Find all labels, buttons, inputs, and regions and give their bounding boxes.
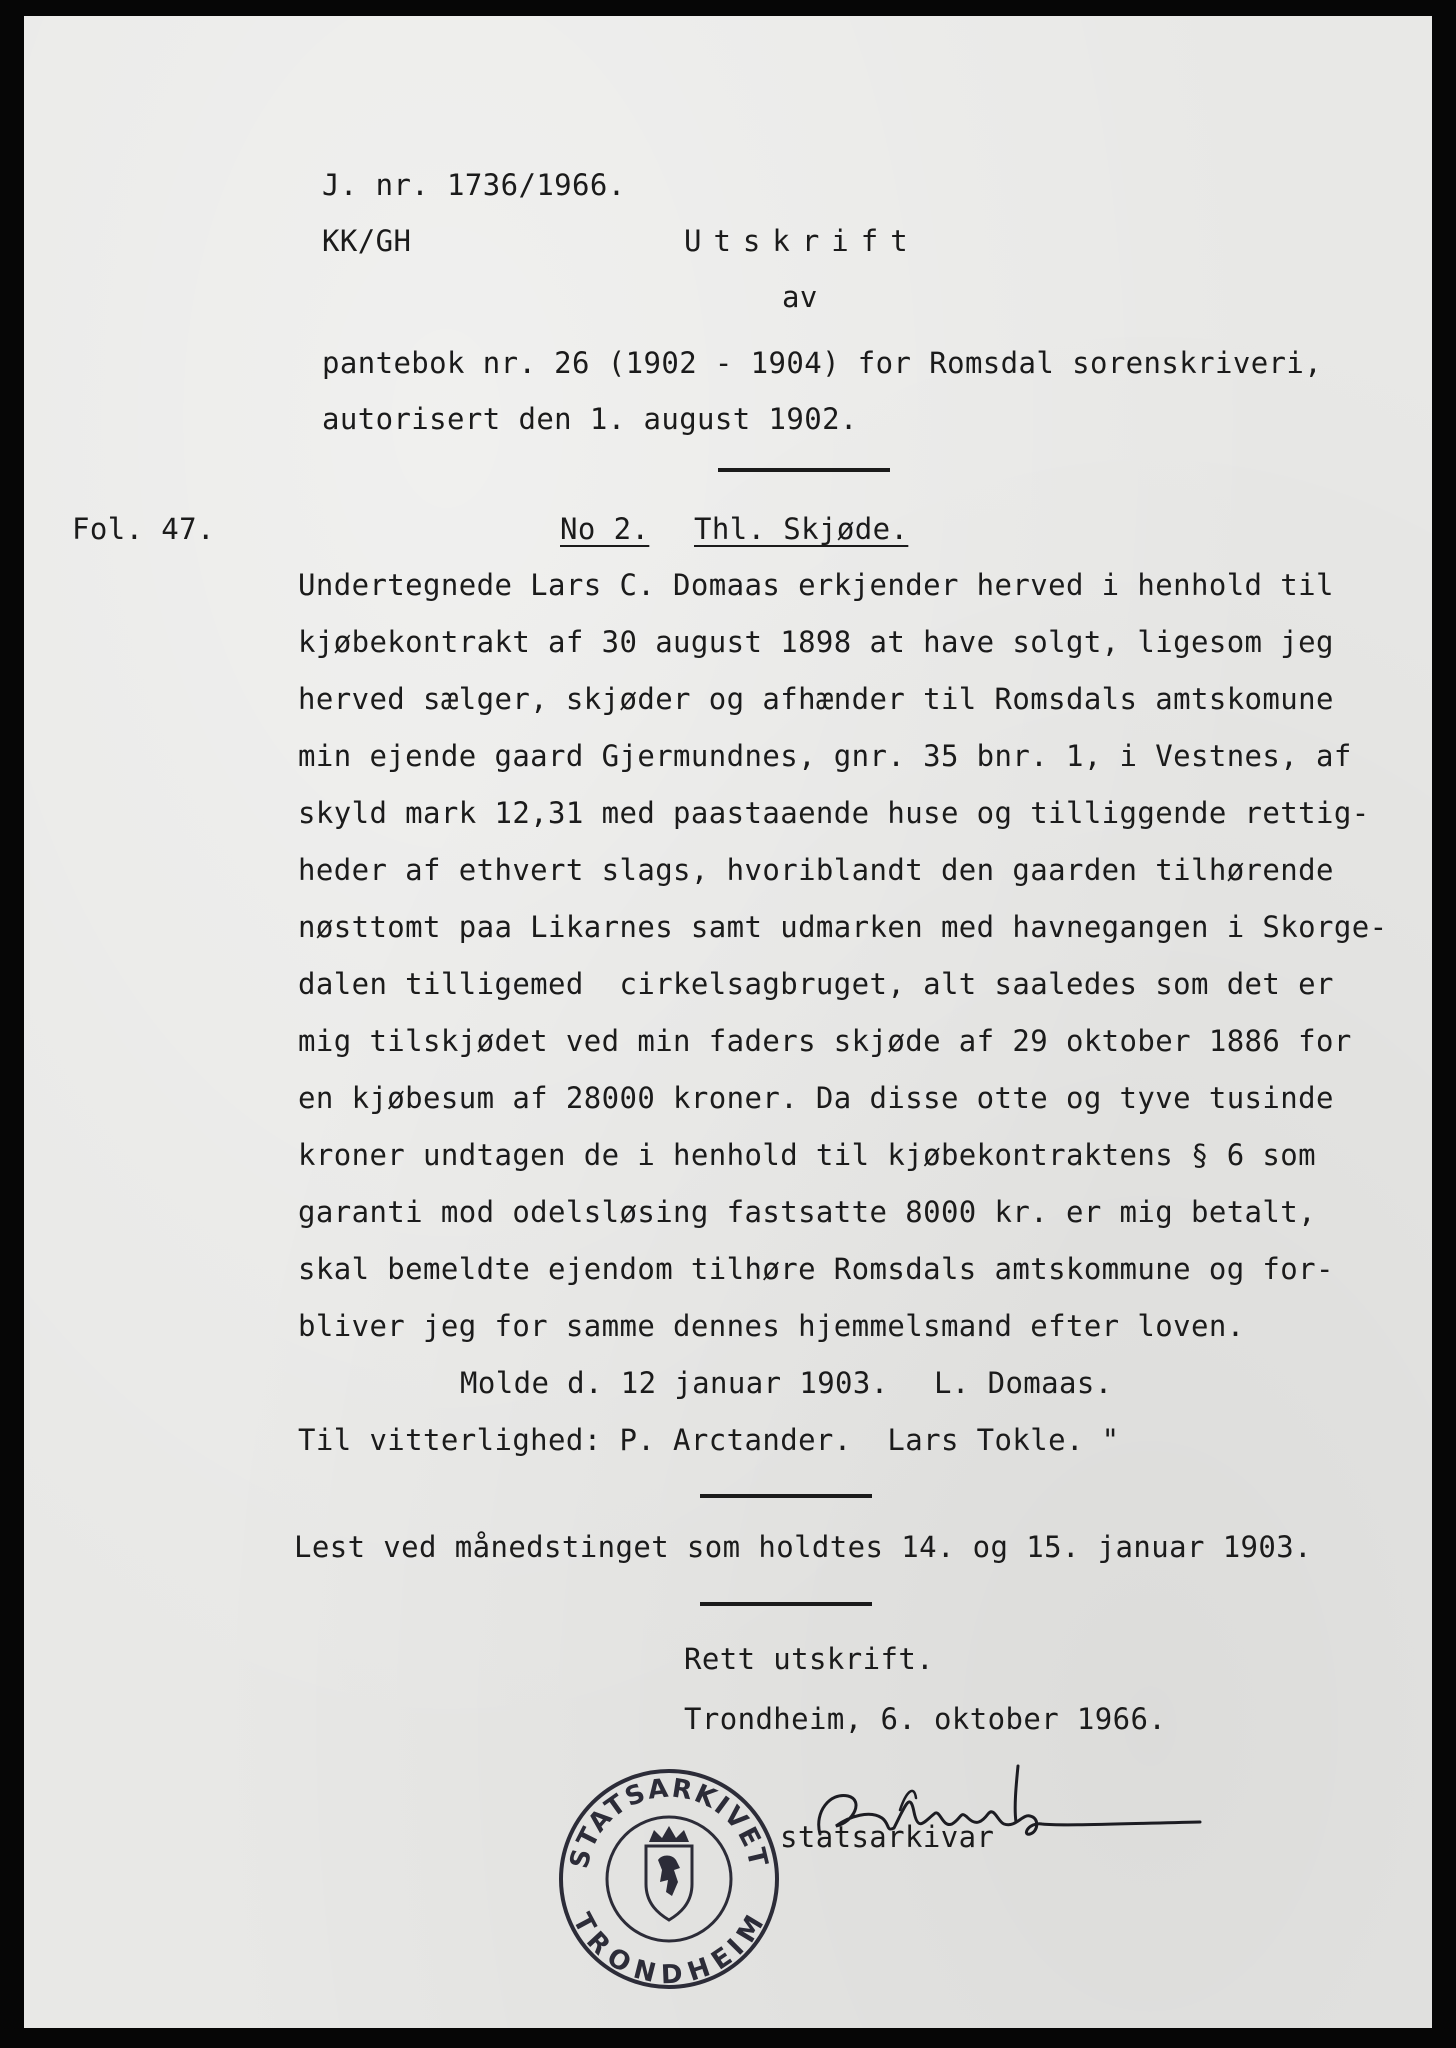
place-date: Molde d. 12 januar 1903.	[460, 1366, 889, 1400]
body-line: kroner undtagen de i henhold til kjøbekontraktens § 6 som	[298, 1138, 1316, 1172]
signer-name: L. Domaas.	[934, 1366, 1113, 1400]
title-av: av	[782, 280, 818, 314]
divider-3	[700, 1602, 872, 1606]
certification-place-date: Trondheim, 6. oktober 1966.	[684, 1702, 1167, 1736]
statsarkivet-stamp	[554, 1764, 784, 1994]
stamp-top-text: STATSARKIVET	[564, 1773, 774, 1872]
header-line-1: pantebok nr. 26 (1902 - 1904) for Romsdal sorenskriveri,	[322, 346, 1323, 380]
body-line: kjøbekontrakt af 30 august 1898 at have solgt, ligesom jeg	[298, 625, 1334, 659]
body-line: en kjøbesum af 28000 kroner. Da disse otte og tyve tusinde	[298, 1081, 1334, 1115]
initials: KK/GH	[322, 224, 412, 258]
divider-2	[700, 1494, 872, 1498]
document-title: Utskrift	[684, 224, 920, 258]
journal-number: J. nr. 1736/1966.	[322, 168, 626, 202]
body-line: herved sælger, skjøder og afhænder til Romsdals amtskomune	[298, 682, 1334, 716]
body-line: nøsttomt paa Likarnes samt udmarken med havnegangen i Skorge-	[298, 910, 1388, 944]
entry-number: No 2.	[560, 512, 650, 546]
body-line: bliver jeg for samme dennes hjemmelsmand efter loven.	[298, 1309, 1245, 1343]
body-line: min ejende gaard Gjermundnes, gnr. 35 bnr. 1, i Vestnes, af	[298, 739, 1352, 773]
witnesses: Til vitterlighed: P. Arctander. Lars Tokle. "	[298, 1423, 1120, 1457]
body-line: skal bemeldte ejendom tilhøre Romsdals amtskommune og for-	[298, 1252, 1334, 1286]
body-line: mig tilskjødet ved min faders skjøde af 29 oktober 1886 for	[298, 1024, 1352, 1058]
folio-number: Fol. 47.	[72, 512, 215, 546]
certification-line: Rett utskrift.	[684, 1642, 935, 1676]
body-line: skyld mark 12,31 med paastaaende huse og tilliggende rettig-	[298, 796, 1370, 830]
stamp-bottom-text: TRONDHEIM	[566, 1908, 772, 1991]
body-line: heder af ethvert slags, hvoriblandt den gaarden tilhørende	[298, 853, 1334, 887]
header-line-2: autorisert den 1. august 1902.	[322, 402, 858, 436]
reading-note: Lest ved månedstinget som holdtes 14. og 15. januar 1903.	[294, 1530, 1312, 1564]
signatory-role: statsarkivar	[780, 1820, 995, 1854]
entry-heading: Thl. Skjøde.	[694, 512, 909, 546]
body-line: dalen tilligemed cirkelsagbruget, alt saaledes som det er	[298, 967, 1334, 1001]
document-page	[24, 16, 1432, 2028]
handwritten-signature	[790, 1752, 1210, 1862]
body-line: garanti mod odelsløsing fastsatte 8000 kr. er mig betalt,	[298, 1195, 1316, 1229]
divider-1	[718, 468, 890, 472]
body-line: Undertegnede Lars C. Domaas erkjender herved i henhold til	[298, 568, 1334, 602]
